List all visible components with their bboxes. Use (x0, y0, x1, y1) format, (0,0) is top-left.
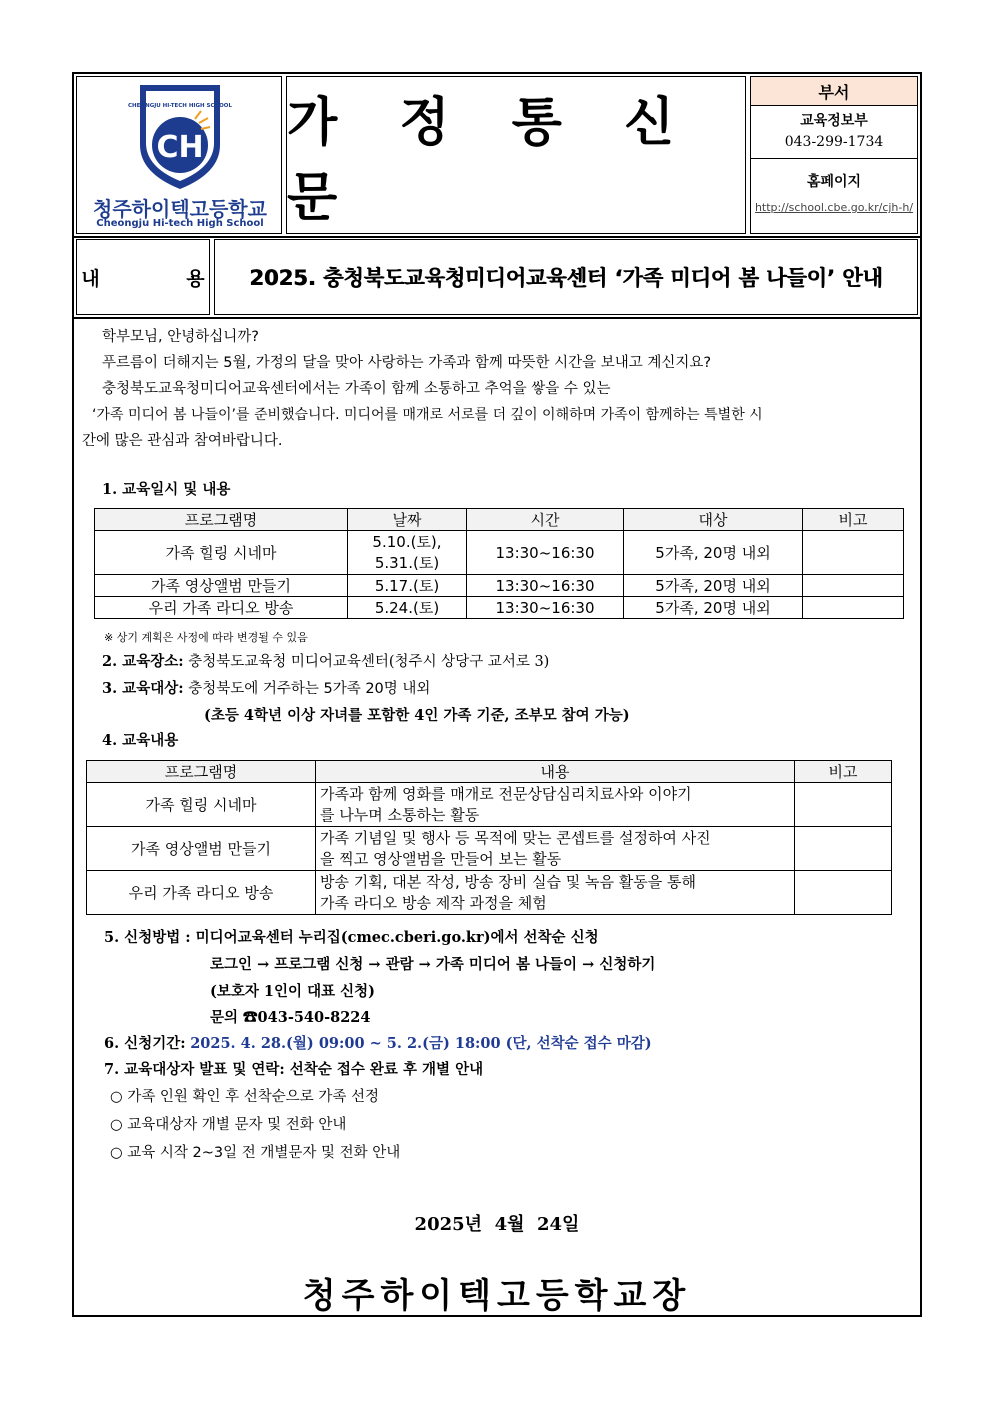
col-header: 비고 (795, 761, 892, 783)
issue-date: 2025년 4월 24일 (414, 1214, 580, 1235)
logo-top-text: CHEONGJU HI-TECH HIGH SCHOOL (128, 103, 232, 109)
table-header-row (87, 761, 892, 783)
col-header: 내용 (316, 761, 795, 783)
col-header: 시간 (467, 509, 624, 531)
cell-date: 5.24.(토) (348, 597, 467, 619)
document-page (72, 72, 922, 1317)
section-3-sub: (초등 4학년 이상 자녀를 포함한 4인 가족 기준, 조부모 참여 가능) (204, 707, 630, 724)
intro-line: 충청북도교육청미디어교육센터에서는 가족이 함께 소통하고 추억을 쌓을 수 있는 (102, 381, 611, 397)
subject-row (74, 239, 920, 317)
header (74, 74, 920, 236)
title-box (286, 76, 746, 234)
list-item: ○ 교육 시작 2~3일 전 개별문자 및 전화 안내 (110, 1145, 401, 1161)
logo-letters: CH (156, 130, 204, 165)
dept-phone: 043-299-1734 (751, 134, 917, 159)
section-4-title: 4. 교육내용 (102, 732, 179, 749)
intro-line: ‘가족 미디어 봄 나들이’를 준비했습니다. 미디어를 매개로 서로를 더 깊이 이해하며 가족이 함께하는 특별한 시 (92, 407, 763, 423)
dept-label: 부서 (751, 77, 917, 106)
cell-date: 5.10.(토), 5.31.(토) (348, 531, 467, 575)
section-1-title: 1. 교육일시 및 내용 (102, 481, 231, 498)
cell-name: 가족 영상앨범 만들기 (95, 575, 348, 597)
cell-time: 13:30~16:30 (467, 575, 624, 597)
cell-target: 5가족, 20명 내외 (624, 531, 803, 575)
subject-text: 2025. 충청북도교육청미디어교육센터 ‘가족 미디어 봄 나들이’ 안내 (214, 239, 918, 315)
intro-line: 학부모님, 안녕하십니까? (102, 329, 259, 345)
table-header-row (95, 509, 904, 531)
table-row (87, 783, 892, 827)
divider (74, 236, 920, 238)
school-name-ko: 청주하이텍고등학교 (93, 197, 267, 221)
cell-name: 가족 영상앨범 만들기 (87, 827, 316, 871)
cell-time: 13:30~16:30 (467, 597, 624, 619)
content-table (86, 760, 892, 915)
col-header: 프로그램명 (95, 509, 348, 531)
cell-target: 5가족, 20명 내외 (624, 575, 803, 597)
col-header: 프로그램명 (87, 761, 316, 783)
section-2: 2. 교육장소: 충청북도교육청 미디어교육센터(청주시 상당구 교서로 3) (102, 653, 550, 670)
cell-name: 가족 힐링 시네마 (87, 783, 316, 827)
cell-note (795, 783, 892, 827)
section-3: 3. 교육대상: 충청북도에 거주하는 5가족 20명 내외 (102, 680, 431, 697)
divider (74, 317, 920, 319)
section-5-line: 문의 ☎043-540-8224 (210, 1009, 371, 1026)
table-row (87, 827, 892, 871)
intro-line: 푸르름이 더해지는 5월, 가정의 달을 맞아 사랑하는 가족과 함께 따뜻한 시간을 보내고 계신지요? (102, 355, 712, 371)
homepage-link[interactable]: http://school.cbe.go.kr/cjh-h/ (754, 201, 914, 214)
col-header: 비고 (803, 509, 904, 531)
cell-note (795, 871, 892, 915)
school-name-en: Cheongju Hi-tech High School (96, 218, 264, 229)
table-row (95, 575, 904, 597)
section-5-line: 로그인 → 프로그램 신청 → 관람 → 가족 미디어 봄 나들이 → 신청하기 (210, 956, 656, 973)
cell-name: 우리 가족 라디오 방송 (95, 597, 348, 619)
table-row (95, 531, 904, 575)
section-6: 6. 신청기간: 2025. 4. 28.(월) 09:00 ~ 5. 2.(금) 18:00 (단, 선착순 접수 마감) (104, 1035, 652, 1052)
intro-line: 간에 많은 관심과 참여바랍니다. (82, 433, 283, 449)
section-7-title: 7. 교육대상자 발표 및 연락: 선착순 접수 완료 후 개별 안내 (104, 1061, 484, 1078)
page-title: 가 정 통 신 문 (287, 92, 697, 228)
section-5-line: 5. 신청방법 : 미디어교육센터 누리집(cmec.cberi.go.kr)에서 선착순 신청 (104, 929, 599, 946)
principal-signature: 청주하이텍고등학교장 (302, 1276, 692, 1316)
schedule-table (94, 508, 904, 619)
cell-name: 가족 힐링 시네마 (95, 531, 348, 575)
cell-note (803, 597, 904, 619)
cell-content: 방송 기획, 대본 작성, 방송 장비 실습 및 녹음 활동을 통해 가족 라디오 방송 제작 과정을 체험 (316, 871, 795, 915)
section-5-line: (보호자 1인이 대표 신청) (210, 983, 376, 1000)
list-item: ○ 교육대상자 개별 문자 및 전화 안내 (110, 1117, 347, 1133)
school-logo-box (76, 76, 282, 234)
schedule-note: ※ 상기 계획은 사정에 따라 변경될 수 있음 (104, 631, 308, 644)
cell-note (803, 531, 904, 575)
dept-name: 교육정보부 (800, 113, 868, 129)
col-header: 날짜 (348, 509, 467, 531)
list-item: ○ 가족 인원 확인 후 선착순으로 가족 선정 (110, 1089, 380, 1105)
col-header: 대상 (624, 509, 803, 531)
cell-target: 5가족, 20명 내외 (624, 597, 803, 619)
cell-note (795, 827, 892, 871)
cell-name: 우리 가족 라디오 방송 (87, 871, 316, 915)
table-row (95, 597, 904, 619)
cell-content: 가족과 함께 영화를 매개로 전문상담심리치료사와 이야기 를 나누며 소통하는 활동 (316, 783, 795, 827)
subject-label: 내 용 (76, 239, 210, 315)
cell-content: 가족 기념일 및 행사 등 목적에 맞는 콘셉트를 설정하여 사진 을 찍고 영상앨범을 만들어 보는 활동 (316, 827, 795, 871)
table-row (87, 871, 892, 915)
homepage-label: 홈페이지 (806, 174, 862, 190)
cell-date: 5.17.(토) (348, 575, 467, 597)
department-info (750, 76, 918, 234)
cell-time: 13:30~16:30 (467, 531, 624, 575)
cell-note (803, 575, 904, 597)
